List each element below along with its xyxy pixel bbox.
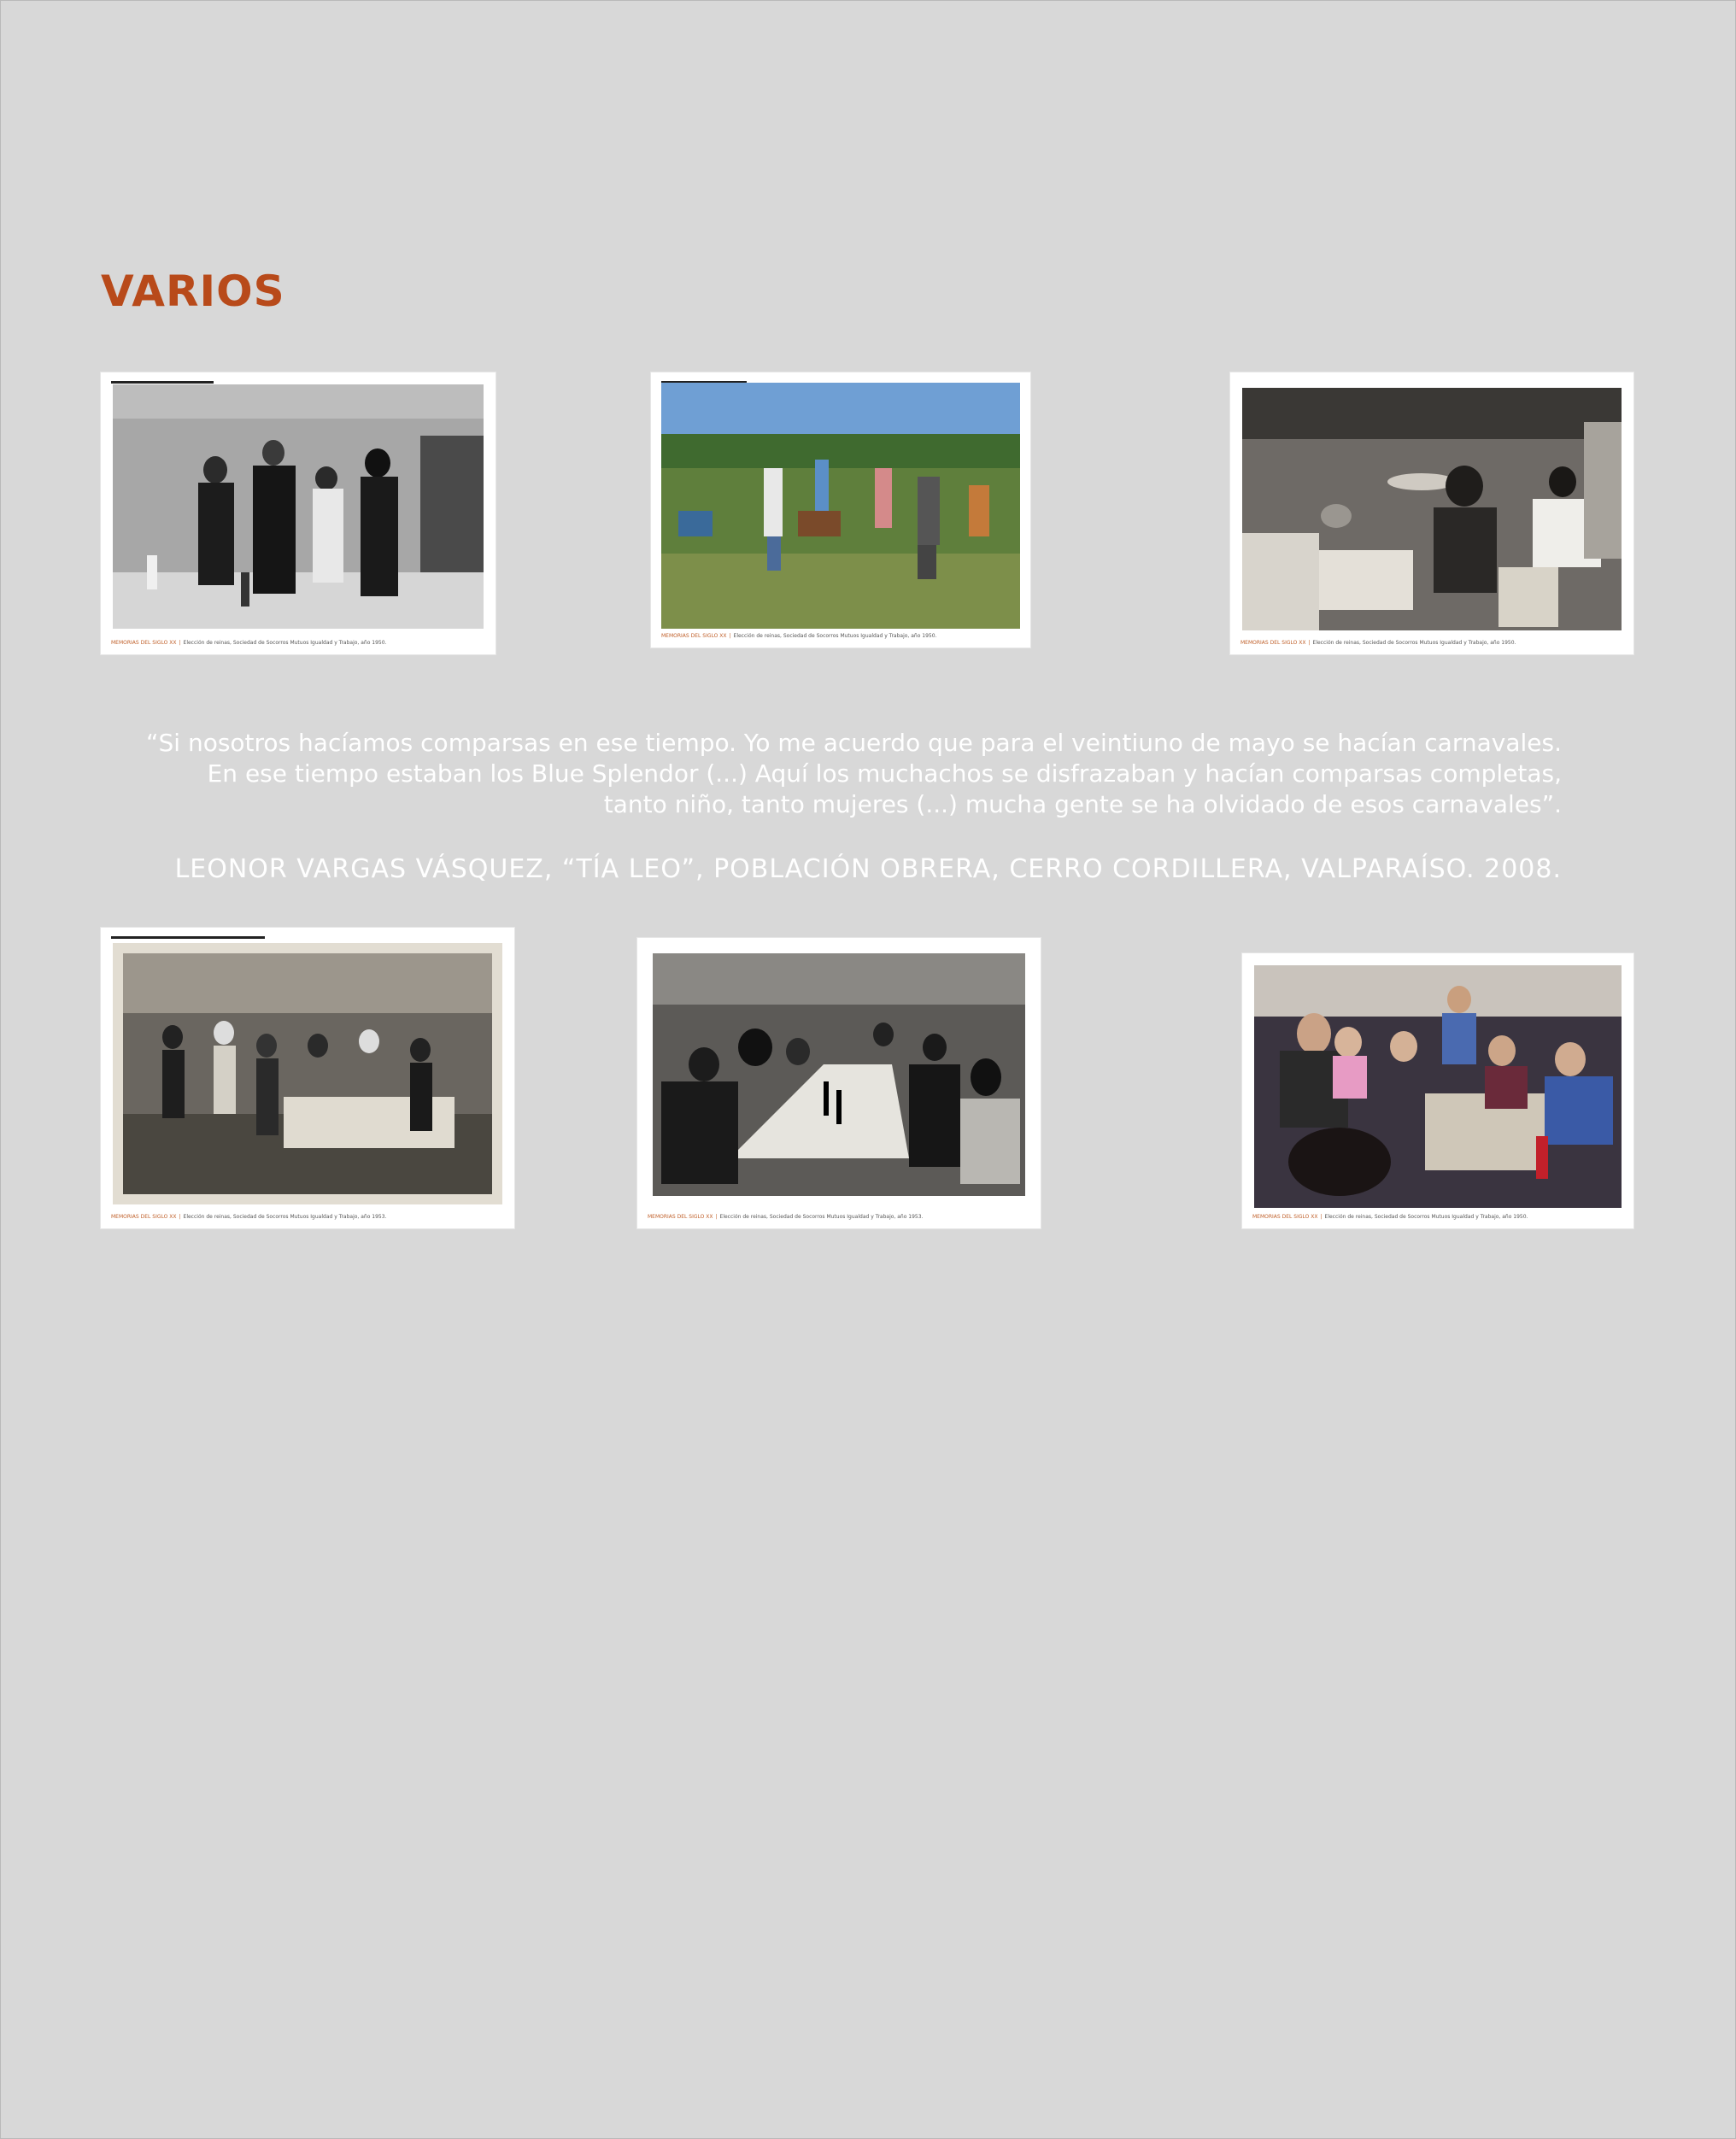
photo-caption-2: MEMORIAS DEL SIGLO XX | Elección de reinas, Sociedad de Socorros Mutuos Igualdad y Trabajo, año 1950. xyxy=(661,633,937,639)
photo-card-5[interactable] xyxy=(637,938,1041,1228)
photo-header-bar xyxy=(111,381,214,384)
photo-image-4 xyxy=(113,943,502,1204)
photo-caption-5: MEMORIAS DEL SIGLO XX | Elección de reinas, Sociedad de Socorros Mutuos Igualdad y Trabajo, año 1953. xyxy=(648,1214,924,1220)
quote-text xyxy=(92,728,1562,820)
photo-image-2 xyxy=(661,383,1020,629)
photo-caption-3: MEMORIAS DEL SIGLO XX | Elección de reinas, Sociedad de Socorros Mutuos Igualdad y Trabajo, año 1950. xyxy=(1240,640,1516,646)
photo-caption-4: MEMORIAS DEL SIGLO XX | Elección de reinas, Sociedad de Socorros Mutuos Igualdad y Trabajo, año 1953. xyxy=(111,1214,387,1220)
photo-card-4[interactable] xyxy=(101,928,514,1228)
photo-image-5 xyxy=(653,953,1025,1196)
quote-author: LEONOR VARGAS VÁSQUEZ, “TÍA LEO”, POBLACIÓN OBRERA, CERRO CORDILLERA, VALPARAÍSO. 2008. xyxy=(174,854,1562,884)
photo-card-6[interactable] xyxy=(1242,953,1633,1228)
quote-line: En ese tiempo estaban los Blue Splendor (...) Aquí los muchachos se disfrazaban y hacían comparsas completas, xyxy=(207,759,1562,788)
photo-image-3 xyxy=(1242,388,1622,630)
quote-line: “Si nosotros hacíamos comparsas en ese tiempo. Yo me acuerdo que para el veintiuno de mayo se hacían carnavales. xyxy=(145,729,1562,757)
quote-line: tanto niño, tanto mujeres (...) mucha gente se ha olvidado de esos carnavales”. xyxy=(603,790,1562,818)
photo-caption-1: MEMORIAS DEL SIGLO XX | Elección de reinas, Sociedad de Socorros Mutuos Igualdad y Trabajo, año 1950. xyxy=(111,640,387,646)
photo-card-3[interactable] xyxy=(1230,372,1633,654)
photo-caption-6: MEMORIAS DEL SIGLO XX | Elección de reinas, Sociedad de Socorros Mutuos Igualdad y Trabajo, año 1950. xyxy=(1252,1214,1528,1220)
photo-card-2[interactable] xyxy=(651,372,1030,648)
photo-image-1 xyxy=(113,384,484,629)
quote-block xyxy=(92,728,1562,884)
photo-image-6 xyxy=(1254,965,1622,1208)
photo-card-1[interactable] xyxy=(101,372,496,654)
photo-header-bar xyxy=(111,936,265,939)
section-title: VARIOS xyxy=(101,267,285,316)
